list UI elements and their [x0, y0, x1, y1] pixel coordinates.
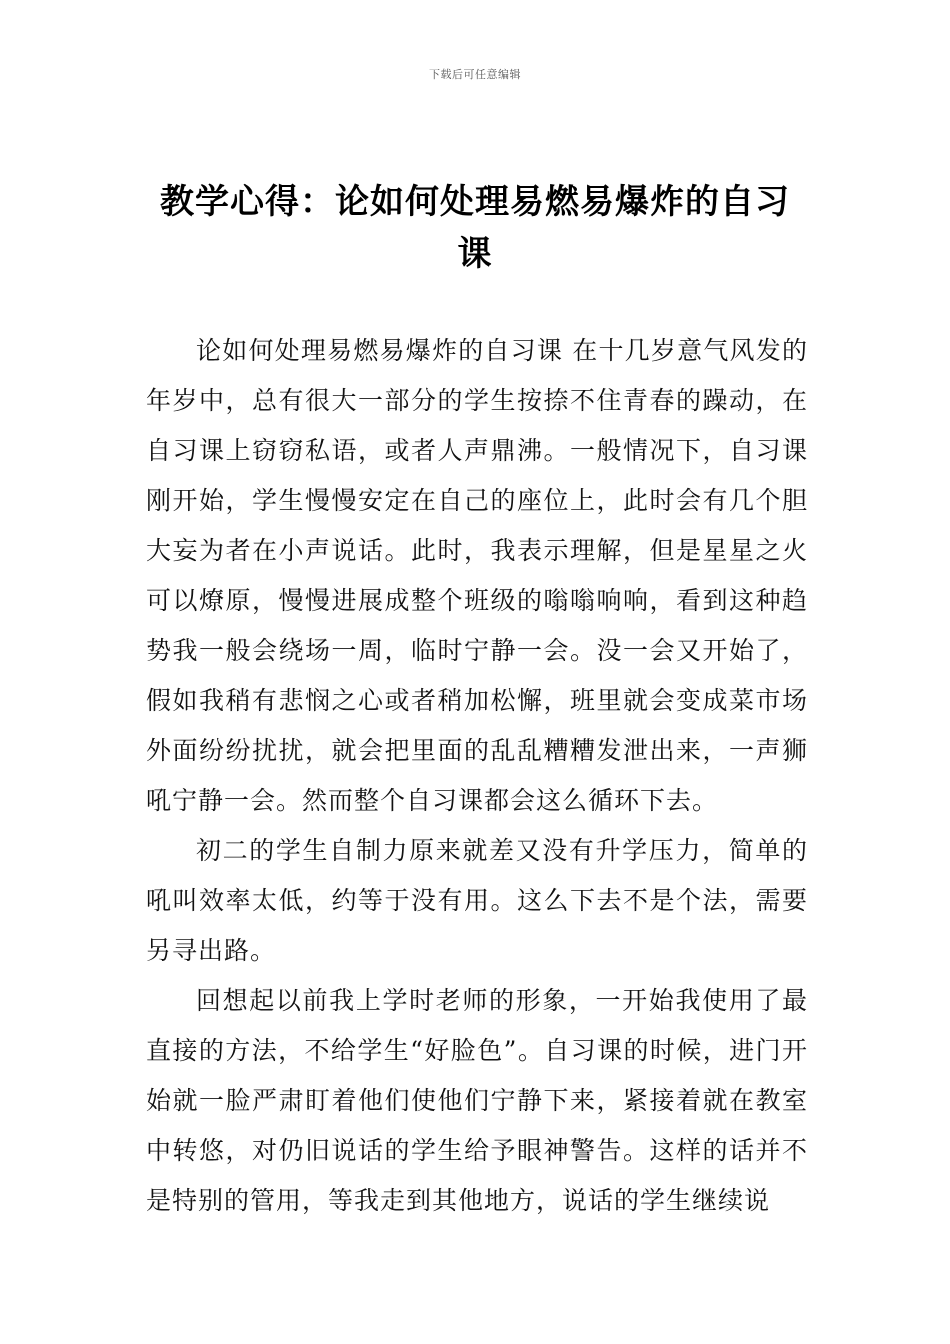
paragraph: 回想起以前我上学时老师的形象，一开始我使用了最直接的方法，不给学生“好脸色”。自习课的时候，进门开始就一脸严肃盯着他们使他们宁静下来，紧接着就在教室中转悠，对仍旧说话的学生给予眼神警告。这样的话并不是特别的管用，等我走到其他地方，说话的学生继续说	[146, 986, 808, 1215]
document-body	[146, 326, 808, 1226]
paragraph: 初二的学生自制力原来就差又没有升学压力，简单的吼叫效率太低，约等于没有用。这么下去不是个法，需要另寻出路。	[146, 836, 808, 965]
paragraph: 论如何处理易燃易爆炸的自习课 在十几岁意气风发的年岁中，总有很大一部分的学生按捺不住青春的躁动，在自习课上窃窃私语，或者人声鼎沸。一般情况下，自习课刚开始，学生慢慢安定在自己的座位上，此时会有几个胆大妄为者在小声说话。此时，我表示理解，但是星星之火可以燎原，慢慢进展成整个班级的嗡嗡响响，看到这种趋势我一般会绕场一周，临时宁静一会。没一会又开始了，假如我稍有悲悯之心或者稍加松懈，班里就会变成菜市场外面纷纷扰扰，就会把里面的乱乱糟糟发泄出来，一声狮吼宁静一会。然而整个自习课都会这么循环下去。	[146, 336, 808, 815]
header-note: 下载后可任意编辑	[429, 68, 521, 81]
document-title: 教学心得：论如何处理易燃易爆炸的自习课	[160, 182, 790, 274]
